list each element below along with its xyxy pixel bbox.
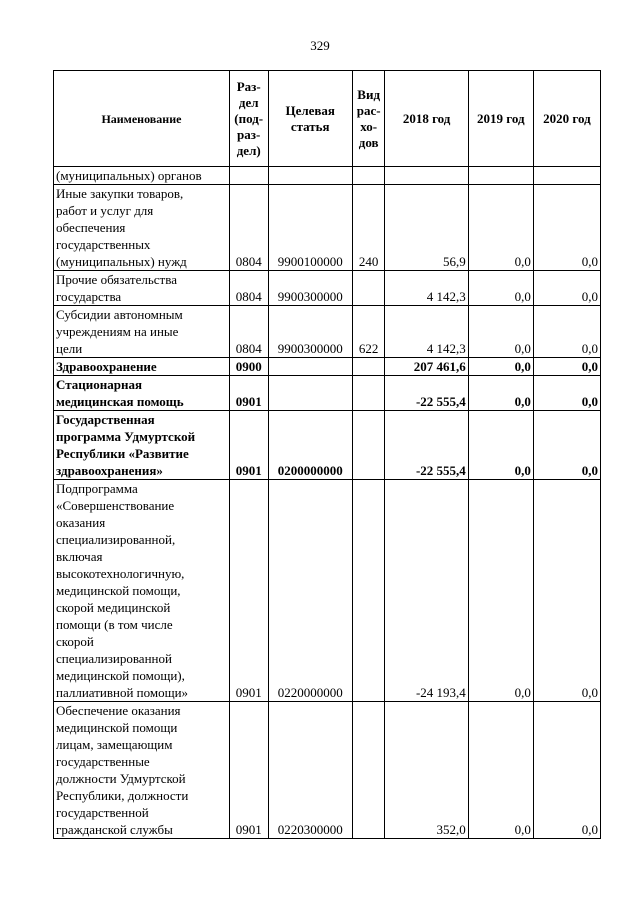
budget-table xyxy=(53,70,601,839)
cell-kind xyxy=(352,376,385,411)
cell-name: Прочие обязательства государства xyxy=(54,271,230,306)
header-2019: 2019 год xyxy=(468,71,533,167)
cell-2018: -22 555,4 xyxy=(385,411,468,480)
cell-2018: 4 142,3 xyxy=(385,271,468,306)
table-row xyxy=(54,702,601,839)
table-row xyxy=(54,480,601,702)
cell-2020: 0,0 xyxy=(533,480,600,702)
header-name: Наименование xyxy=(54,71,230,167)
cell-target: 9900100000 xyxy=(268,185,352,271)
cell-2019: 0,0 xyxy=(468,185,533,271)
cell-name: Субсидии автономным учреждениям на иные цели xyxy=(54,306,230,358)
table-row xyxy=(54,167,601,185)
cell-name: Стационарная медицинская помощь xyxy=(54,376,230,411)
cell-2019: 0,0 xyxy=(468,411,533,480)
cell-2020: 0,0 xyxy=(533,411,600,480)
cell-target: 9900300000 xyxy=(268,271,352,306)
header-2020: 2020 год xyxy=(533,71,600,167)
cell-kind xyxy=(352,702,385,839)
cell-2019: 0,0 xyxy=(468,271,533,306)
table-row xyxy=(54,271,601,306)
cell-2019: 0,0 xyxy=(468,376,533,411)
cell-2020: 0,0 xyxy=(533,306,600,358)
table-body xyxy=(54,167,601,839)
cell-target xyxy=(268,376,352,411)
cell-2019: 0,0 xyxy=(468,306,533,358)
page-number: 329 xyxy=(310,38,330,53)
cell-kind xyxy=(352,480,385,702)
cell-section: 0901 xyxy=(229,702,268,839)
header-kind: Вид рас- хо- дов xyxy=(352,71,385,167)
table-row xyxy=(54,411,601,480)
cell-name: Обеспечение оказания медицинской помощи лицам, замещающим государственные должности Удмуртской Республики, должности государственной гражданской службы xyxy=(54,702,230,839)
cell-2018: 4 142,3 xyxy=(385,306,468,358)
header-target: Целевая статья xyxy=(268,71,352,167)
table-row xyxy=(54,185,601,271)
cell-2018: 352,0 xyxy=(385,702,468,839)
cell-kind xyxy=(352,271,385,306)
cell-2019: 0,0 xyxy=(468,702,533,839)
cell-section: 0901 xyxy=(229,411,268,480)
cell-name: Государственная программа Удмуртской Республики «Развитие здравоохранения» xyxy=(54,411,230,480)
cell-target xyxy=(268,358,352,376)
cell-section xyxy=(229,167,268,185)
cell-name: Иные закупки товаров, работ и услуг для обеспечения государственных (муниципальных) нужд xyxy=(54,185,230,271)
cell-2019: 0,0 xyxy=(468,480,533,702)
cell-2018: -22 555,4 xyxy=(385,376,468,411)
cell-2020: 0,0 xyxy=(533,185,600,271)
cell-2018: 207 461,6 xyxy=(385,358,468,376)
cell-2020: 0,0 xyxy=(533,358,600,376)
cell-2020: 0,0 xyxy=(533,271,600,306)
cell-target: 0200000000 xyxy=(268,411,352,480)
cell-target: 9900300000 xyxy=(268,306,352,358)
cell-target: 0220300000 xyxy=(268,702,352,839)
table-row xyxy=(54,306,601,358)
cell-2018: -24 193,4 xyxy=(385,480,468,702)
cell-2019: 0,0 xyxy=(468,358,533,376)
cell-section: 0900 xyxy=(229,358,268,376)
cell-kind xyxy=(352,411,385,480)
cell-name: Здравоохранение xyxy=(54,358,230,376)
cell-kind: 622 xyxy=(352,306,385,358)
cell-name: (муниципальных) органов xyxy=(54,167,230,185)
cell-section: 0804 xyxy=(229,185,268,271)
table-row xyxy=(54,376,601,411)
cell-2020 xyxy=(533,167,600,185)
cell-2018 xyxy=(385,167,468,185)
cell-2020: 0,0 xyxy=(533,702,600,839)
header-2018: 2018 год xyxy=(385,71,468,167)
cell-target xyxy=(268,167,352,185)
cell-2018: 56,9 xyxy=(385,185,468,271)
cell-section: 0901 xyxy=(229,480,268,702)
header-row xyxy=(54,71,601,167)
cell-kind: 240 xyxy=(352,185,385,271)
cell-target: 0220000000 xyxy=(268,480,352,702)
cell-kind xyxy=(352,358,385,376)
cell-section: 0901 xyxy=(229,376,268,411)
cell-2020: 0,0 xyxy=(533,376,600,411)
cell-section: 0804 xyxy=(229,271,268,306)
cell-kind xyxy=(352,167,385,185)
table-row xyxy=(54,358,601,376)
cell-2019 xyxy=(468,167,533,185)
header-section: Раз- дел (под- раз- дел) xyxy=(229,71,268,167)
cell-section: 0804 xyxy=(229,306,268,358)
cell-name: Подпрограмма «Совершенствование оказания специализированной, включая высокотехнологичную, медицинской помощи, скорой медицинской помощи (в том числе скорой специализированной медицинской помощи), паллиативной помощи» xyxy=(54,480,230,702)
